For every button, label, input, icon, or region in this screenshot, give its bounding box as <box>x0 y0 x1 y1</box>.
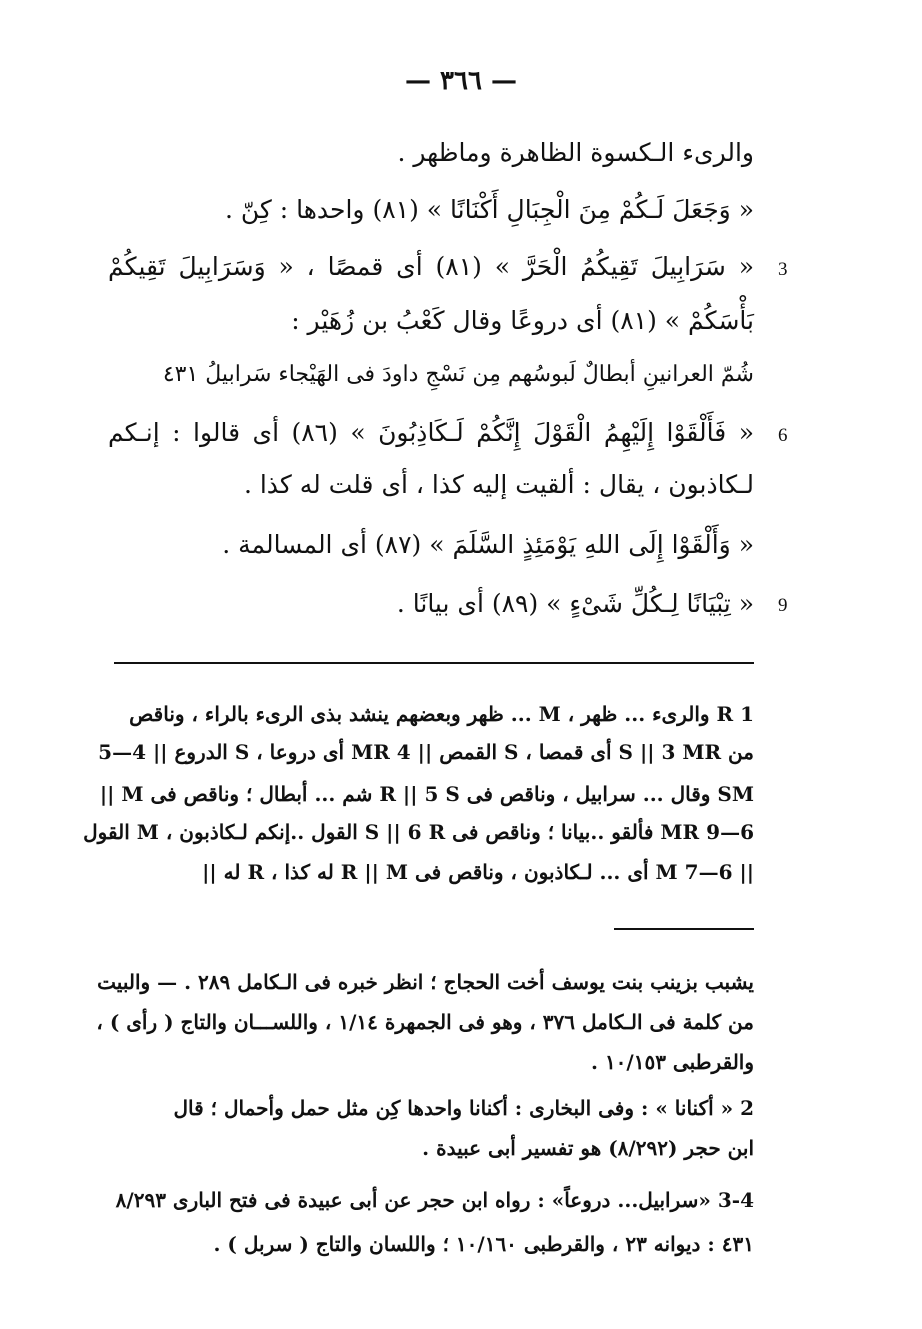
apparatus-line: SM وقال ... سرابيل ، وناقص فى R || 5 S شم ... أبطال ؛ وناقص فى M || <box>99 782 754 806</box>
apparatus-line: R 1 والرىء ... ظهر ، M ... ظهر وبعضهم ينشد بذى الرىء بالراء ، وناقص <box>129 702 754 726</box>
page-number: — ٣٦٦ — <box>404 66 518 96</box>
footnote-line: ابن حجر (٨/٢٩٢) هو تفسير أبى عبيدة . <box>422 1136 754 1160</box>
main-line: « وَأَلْقَوْا إِلَى اللهِ يَوْمَئِذٍ السَّلَمَ » (٨٧) أى المسالمة . <box>222 530 754 559</box>
main-line: بَأْسَكُمْ » (٨١) أى دروعًا وقال كَعْبُ بن زُهَيْر : <box>291 306 754 335</box>
main-line: « فَأَلْقَوْا إِلَيْهِمُ الْقَوْلَ إِنَّكُمْ لَـكَاذِبُونَ » (٨٦) أى قالوا : إنـكم <box>108 418 754 447</box>
divider-rule <box>114 662 754 664</box>
main-line: « سَرَابِيلَ تَقِيكُمُ الْحَرَّ » (٨١) أى قمصًا ، « وَسَرَابِيلَ تَقِيكُمْ <box>108 252 754 281</box>
main-line: « تِبْيَانًا لِـكُلِّ شَىْءٍ » (٨٩) أى بيانًا . <box>396 589 754 618</box>
apparatus-line: 6—9 MR فألقو ..بيانا ؛ وناقص فى S || 6 R القول ..إنكم لـكاذبون ، M القول <box>83 820 754 844</box>
footnote-line: من كلمة فى الـكامل ٣٧٦ ، وهو فى الجمهرة ١/١٤ ، واللســـان والتاج ( رأى ) ، <box>96 1010 754 1034</box>
apparatus-line: || 6—7 M أى ... لـكاذبون ، وناقص فى R || M له كذا ، R له || <box>202 860 754 884</box>
main-line: « وَجَعَلَ لَـكُمْ مِنَ الْجِبَالِ أَكْنَانًا » (٨١) واحدها : كِنّ . <box>224 195 754 224</box>
footnote-line: 3-4 «سرابيل... دروعاً» : رواه ابن حجر عن أبى عبيدة فى فتح البارى ٨/٢٩٣ <box>115 1188 754 1212</box>
footnote-line: والقرطبى ١٠/١٥٣ . <box>591 1050 754 1074</box>
line-number: 3 <box>778 259 788 280</box>
verse-line: شُمّ العرانينِ أبطالٌ لَبوسُهم مِن نَسْجِ داودَ فى الهَيْجاء سَرابيلُ ٤٣١ <box>162 362 754 387</box>
footnote-line: 2 « أكنانا » : وفى البخارى : أكنانا واحدها كِن مثل حمل وأحمال ؛ قال <box>173 1096 754 1120</box>
short-rule <box>614 928 754 930</box>
apparatus-line: من S || 3 MR أى قمصا ، S القمص || 4 MR أى دروعا ، S الدروع || 4—5 <box>98 740 754 764</box>
line-number: 6 <box>778 425 788 446</box>
footnote-line: ٤٣١ : ديوانه ٢٣ ، والقرطبى ١٠/١٦٠ ؛ واللسان والتاج ( سربل ) . <box>213 1232 754 1256</box>
main-line: لـكاذبون ، يقال : ألقيت إليه كذا ، أى قلت له كذا . <box>243 470 754 499</box>
footnote-line: يشبب بزينب بنت يوسف أخت الحجاج ؛ انظر خبره فى الـكامل ٢٨٩ . — والبيت <box>97 970 754 994</box>
main-line: والرىء الـكسوة الظاهرة وماظهر . <box>397 138 754 167</box>
line-number: 9 <box>778 595 788 616</box>
